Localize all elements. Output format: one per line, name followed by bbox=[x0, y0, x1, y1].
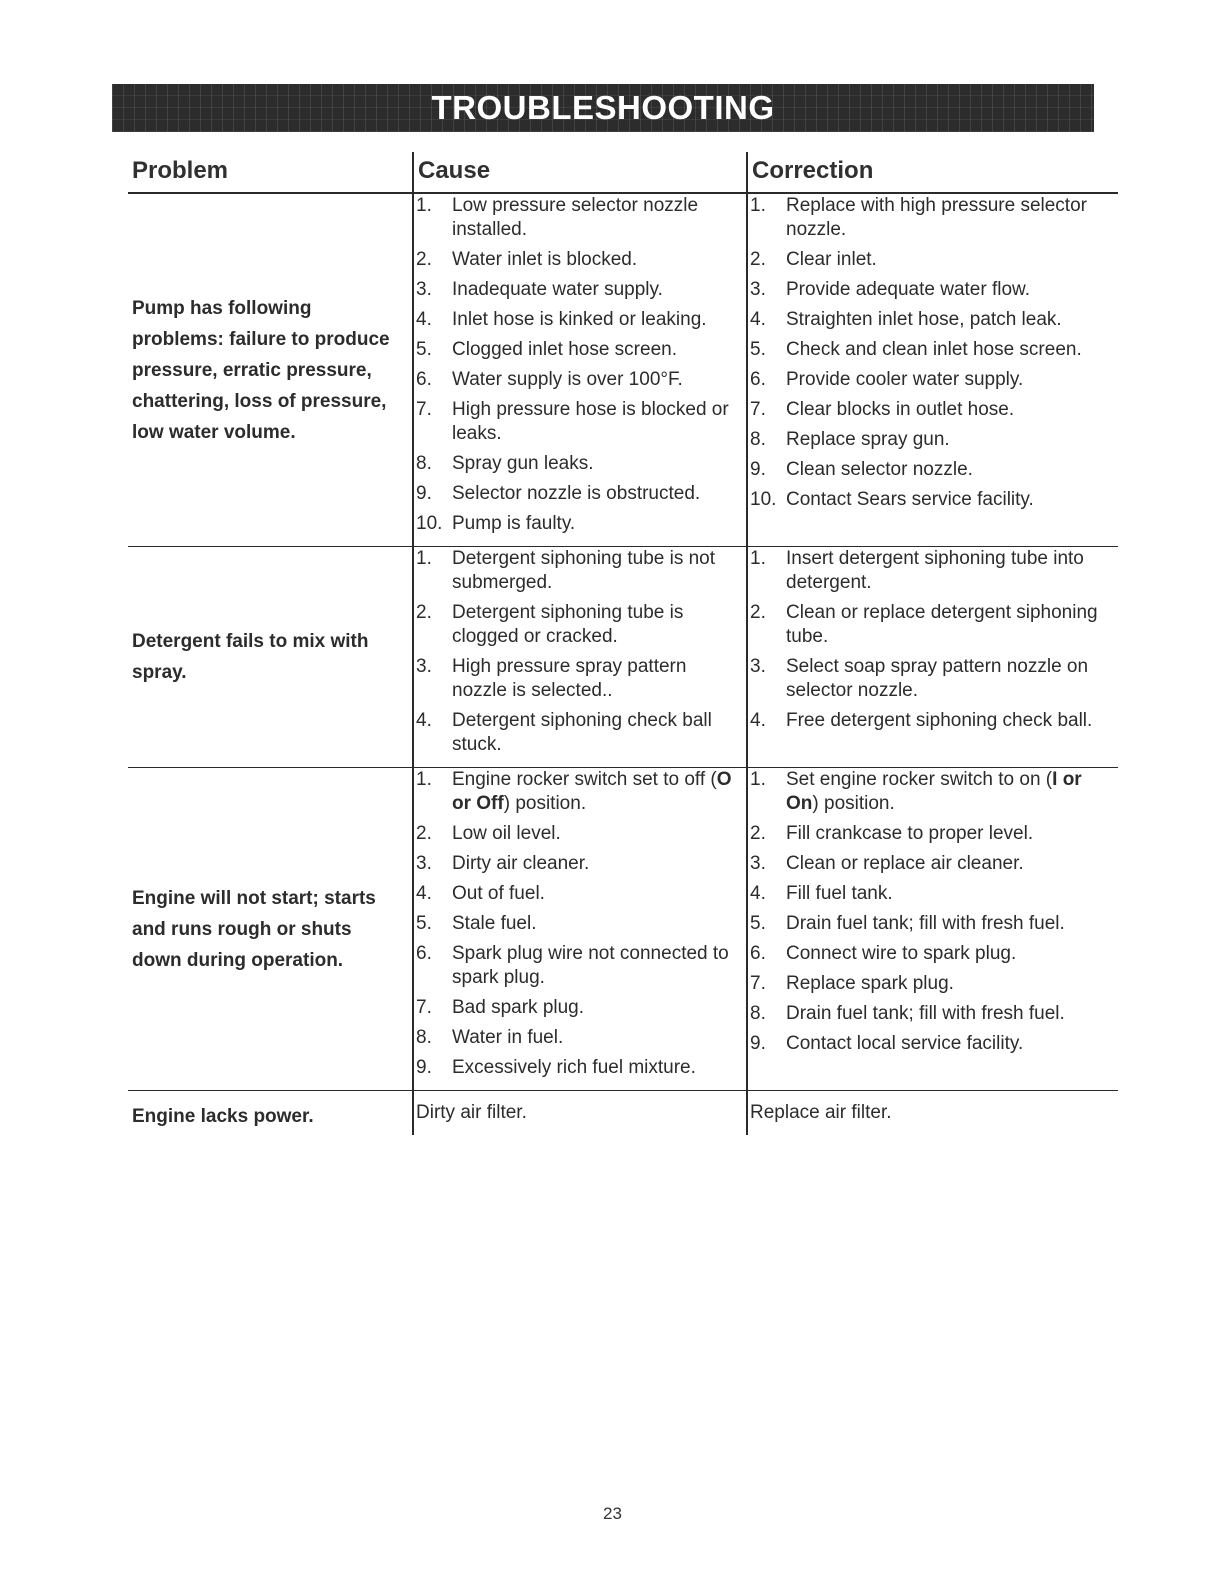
item-text: Out of fuel. bbox=[452, 883, 545, 904]
item-text: Drain fuel tank; fill with fresh fuel. bbox=[786, 1003, 1065, 1024]
list-item bbox=[416, 1056, 736, 1080]
item-number: 1. bbox=[750, 548, 766, 569]
list-item bbox=[416, 308, 736, 332]
list-item bbox=[750, 458, 1100, 482]
item-text: ) position. bbox=[503, 793, 587, 814]
correction-cell bbox=[750, 768, 1100, 1066]
list-item bbox=[416, 368, 736, 392]
list-item bbox=[750, 398, 1100, 422]
item-number: 3. bbox=[750, 656, 766, 677]
list-item bbox=[750, 852, 1100, 876]
item-number: 2. bbox=[750, 602, 766, 623]
item-text: High pressure hose is blocked or leaks. bbox=[452, 399, 729, 444]
item-text: Inadequate water supply. bbox=[452, 279, 663, 300]
item-text: Spark plug wire not connected to spark plug. bbox=[452, 943, 729, 988]
list-item bbox=[750, 768, 1100, 816]
list-item bbox=[750, 1032, 1100, 1056]
list-item bbox=[750, 194, 1100, 242]
item-number: 8. bbox=[750, 429, 766, 450]
list-item bbox=[750, 655, 1100, 703]
item-number: 7. bbox=[750, 973, 766, 994]
list-item bbox=[416, 338, 736, 362]
list-item bbox=[416, 248, 736, 272]
correction-cell bbox=[750, 194, 1100, 522]
list-item bbox=[416, 547, 736, 595]
item-number: 5. bbox=[750, 339, 766, 360]
item-text: Dirty air cleaner. bbox=[452, 853, 590, 874]
list-item bbox=[750, 368, 1100, 392]
item-text: High pressure spray pattern nozzle is selected.. bbox=[452, 656, 687, 701]
item-text: Straighten inlet hose, patch leak. bbox=[786, 309, 1062, 330]
correction-cell bbox=[750, 1091, 1100, 1129]
item-text: Select soap spray pattern nozzle on selector nozzle. bbox=[786, 656, 1089, 701]
item-number: 6. bbox=[416, 943, 432, 964]
item-text: Low pressure selector nozzle installed. bbox=[452, 195, 699, 240]
item-text: Clogged inlet hose screen. bbox=[452, 339, 677, 360]
cause-cell bbox=[416, 1091, 736, 1129]
item-text: Excessively rich fuel mixture. bbox=[452, 1057, 696, 1078]
item-number: 3. bbox=[416, 853, 432, 874]
header-cause: Cause bbox=[418, 157, 491, 184]
item-text: Detergent siphoning tube is clogged or cracked. bbox=[452, 602, 684, 647]
list-item bbox=[416, 655, 736, 703]
item-number: 2. bbox=[416, 823, 432, 844]
item-number: 1. bbox=[416, 548, 432, 569]
column-divider-correction bbox=[746, 152, 748, 1135]
list-item bbox=[416, 912, 736, 936]
list-item bbox=[416, 996, 736, 1020]
item-number: 9. bbox=[416, 1057, 432, 1078]
item-number: 2. bbox=[750, 823, 766, 844]
item-number: 2. bbox=[750, 249, 766, 270]
item-emphasis: O or Off bbox=[452, 769, 732, 814]
list-item bbox=[750, 308, 1100, 332]
item-number: 3. bbox=[750, 853, 766, 874]
page-number: 23 bbox=[603, 1504, 622, 1523]
item-number: 9. bbox=[750, 1033, 766, 1054]
item-number: 1. bbox=[416, 769, 432, 790]
list-item bbox=[416, 512, 736, 536]
list-item bbox=[416, 398, 736, 446]
item-text: Clean or replace air cleaner. bbox=[786, 853, 1024, 874]
item-text: Contact local service facility. bbox=[786, 1033, 1024, 1054]
column-divider-cause bbox=[412, 152, 414, 1135]
item-text: Water inlet is blocked. bbox=[452, 249, 638, 270]
item-text: Engine rocker switch set to off ( bbox=[452, 769, 717, 790]
item-number: 9. bbox=[750, 459, 766, 480]
list-item bbox=[750, 822, 1100, 846]
table-row bbox=[128, 547, 1118, 768]
item-number: 8. bbox=[750, 1003, 766, 1024]
item-text: Detergent siphoning check ball stuck. bbox=[452, 710, 712, 755]
troubleshooting-table bbox=[128, 152, 1118, 1135]
item-number: 5. bbox=[750, 913, 766, 934]
item-number: 5. bbox=[416, 913, 432, 934]
item-text: Replace spray gun. bbox=[786, 429, 950, 450]
item-text: Check and clean inlet hose screen. bbox=[786, 339, 1082, 360]
item-number: 8. bbox=[416, 1027, 432, 1048]
item-text: Bad spark plug. bbox=[452, 997, 585, 1018]
correction-cell bbox=[750, 547, 1100, 743]
header-problem: Problem bbox=[132, 157, 229, 184]
list-item bbox=[416, 482, 736, 506]
item-number: 9. bbox=[416, 483, 432, 504]
item-number: 6. bbox=[750, 369, 766, 390]
item-number: 2. bbox=[416, 249, 432, 270]
list-item bbox=[750, 547, 1100, 595]
troubleshooting-banner bbox=[112, 84, 1094, 132]
table-row bbox=[128, 194, 1118, 547]
item-text: Low oil level. bbox=[452, 823, 561, 844]
list-item bbox=[416, 194, 736, 242]
list-item bbox=[416, 452, 736, 476]
item-number: 7. bbox=[750, 399, 766, 420]
item-number: 7. bbox=[416, 997, 432, 1018]
table-row bbox=[128, 768, 1118, 1091]
item-text: Drain fuel tank; fill with fresh fuel. bbox=[786, 913, 1065, 934]
list-item bbox=[416, 1026, 736, 1050]
item-number: 10. bbox=[750, 489, 777, 510]
item-text: Free detergent siphoning check ball. bbox=[786, 710, 1093, 731]
list-item bbox=[416, 278, 736, 302]
list-item bbox=[750, 942, 1100, 966]
item-text: Fill crankcase to proper level. bbox=[786, 823, 1034, 844]
item-text: Clear blocks in outlet hose. bbox=[786, 399, 1015, 420]
item-text: Water supply is over 100°F. bbox=[452, 369, 683, 390]
item-number: 1. bbox=[416, 195, 432, 216]
list-item bbox=[416, 882, 736, 906]
item-number: 6. bbox=[416, 369, 432, 390]
item-number: 1. bbox=[750, 195, 766, 216]
list-item bbox=[750, 709, 1100, 733]
item-text: Spray gun leaks. bbox=[452, 453, 594, 474]
cause-cell bbox=[416, 194, 736, 546]
item-text: Replace spark plug. bbox=[786, 973, 954, 994]
table-row bbox=[128, 1091, 1118, 1135]
item-text: Contact Sears service facility. bbox=[786, 489, 1034, 510]
list-item bbox=[750, 912, 1100, 936]
list-item bbox=[416, 852, 736, 876]
item-number: 6. bbox=[750, 943, 766, 964]
item-text: Provide cooler water supply. bbox=[786, 369, 1024, 390]
cause-text: Dirty air filter. bbox=[416, 1102, 527, 1123]
item-number: 2. bbox=[416, 602, 432, 623]
list-item bbox=[750, 488, 1100, 512]
item-number: 5. bbox=[416, 339, 432, 360]
list-item bbox=[750, 248, 1100, 272]
item-number: 7. bbox=[416, 399, 432, 420]
item-text: Clear inlet. bbox=[786, 249, 877, 270]
item-number: 4. bbox=[750, 309, 766, 330]
item-text: Water in fuel. bbox=[452, 1027, 564, 1048]
item-text: Set engine rocker switch to on ( bbox=[786, 769, 1053, 790]
item-text: Insert detergent siphoning tube into detergent. bbox=[786, 548, 1084, 593]
header-correction: Correction bbox=[752, 157, 874, 184]
item-text: Selector nozzle is obstructed. bbox=[452, 483, 701, 504]
list-item bbox=[750, 338, 1100, 362]
list-item bbox=[750, 278, 1100, 302]
page-title: TROUBLESHOOTING bbox=[431, 89, 775, 126]
item-number: 3. bbox=[416, 279, 432, 300]
item-text: Clean or replace detergent siphoning tube. bbox=[786, 602, 1098, 647]
list-item bbox=[416, 768, 736, 816]
item-text: Connect wire to spark plug. bbox=[786, 943, 1017, 964]
list-item bbox=[416, 709, 736, 757]
table-header bbox=[128, 152, 1118, 194]
list-item bbox=[750, 972, 1100, 996]
item-text: Clean selector nozzle. bbox=[786, 459, 973, 480]
problem-cell: Detergent fails to mix with spray. bbox=[132, 631, 369, 683]
list-item bbox=[416, 601, 736, 649]
item-number: 3. bbox=[750, 279, 766, 300]
item-number: 4. bbox=[750, 710, 766, 731]
item-number: 1. bbox=[750, 769, 766, 790]
list-item bbox=[750, 1002, 1100, 1026]
item-text: Detergent siphoning tube is not submerged. bbox=[452, 548, 716, 593]
item-number: 4. bbox=[416, 309, 432, 330]
cause-cell bbox=[416, 547, 736, 767]
item-text: Inlet hose is kinked or leaking. bbox=[452, 309, 707, 330]
item-text: Stale fuel. bbox=[452, 913, 537, 934]
problem-cell: Engine lacks power. bbox=[132, 1106, 314, 1127]
item-number: 4. bbox=[416, 883, 432, 904]
list-item bbox=[750, 428, 1100, 452]
item-text: ) position. bbox=[812, 793, 895, 814]
list-item bbox=[750, 882, 1100, 906]
item-text: Replace with high pressure selector nozzle. bbox=[786, 195, 1087, 240]
correction-text: Replace air filter. bbox=[750, 1102, 892, 1123]
list-item bbox=[416, 822, 736, 846]
table-body bbox=[128, 194, 1118, 1135]
item-number: 8. bbox=[416, 453, 432, 474]
item-text: Fill fuel tank. bbox=[786, 883, 893, 904]
item-emphasis: I or On bbox=[786, 769, 1082, 814]
item-number: 3. bbox=[416, 656, 432, 677]
list-item bbox=[416, 942, 736, 990]
item-text: Provide adequate water flow. bbox=[786, 279, 1030, 300]
item-text: Pump is faulty. bbox=[452, 513, 576, 534]
item-number: 4. bbox=[416, 710, 432, 731]
problem-cell: Engine will not start; starts and runs rough or shuts down during operation. bbox=[132, 887, 376, 971]
list-item bbox=[750, 601, 1100, 649]
cause-cell bbox=[416, 768, 736, 1090]
item-number: 10. bbox=[416, 513, 443, 534]
problem-cell: Pump has following problems: failure to produce pressure, erratic pressure, chattering, loss of pressure, low water volume. bbox=[132, 297, 390, 443]
item-number: 4. bbox=[750, 883, 766, 904]
